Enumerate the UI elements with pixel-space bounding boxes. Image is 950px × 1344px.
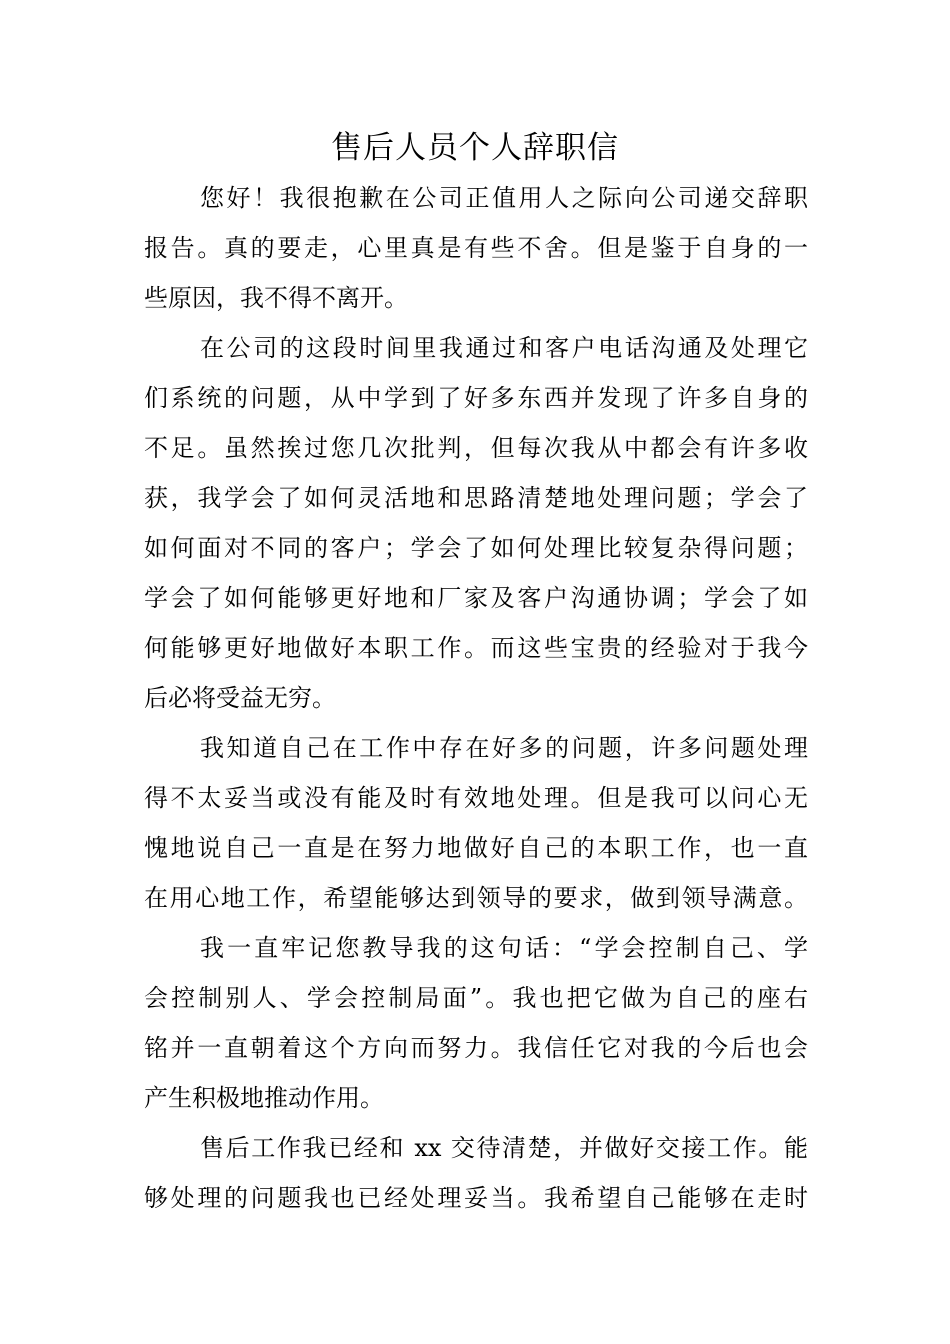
text-line: 够处理的问题我也已经处理妥当。我希望自己能够在走时 [144,1184,808,1212]
text-line: 后必将受益无穷。 [144,684,336,712]
text-line: 愧地说自己一直是在努力地做好自己的本职工作，也一直 [144,834,808,862]
text-line: 在用心地工作，希望能够达到领导的要求，做到领导满意。 [144,884,808,912]
text-line: 报告。真的要走，心里真是有些不舍。但是鉴于自身的一 [144,234,808,262]
document-title: 售后人员个人辞职信 [331,130,619,166]
text-line: 产生积极地推动作用。 [144,1084,384,1112]
text-line: 不足。虽然挨过您几次批判，但每次我从中都会有许多收 [144,434,808,462]
text-line: 我知道自己在工作中存在好多的问题，许多问题处理 [200,734,808,762]
text-line: 我一直牢记您教导我的这句话：“学会控制自己、学 [200,934,808,962]
text-line: 何能够更好地做好本职工作。而这些宝贵的经验对于我今 [144,634,808,662]
text-line: 售后工作我已经和 xx 交待清楚，并做好交接工作。能 [200,1134,808,1162]
text-line: 获，我学会了如何灵活地和思路清楚地处理问题；学会了 [144,484,808,512]
text-line: 会控制别人、学会控制局面”。我也把它做为自己的座右 [144,984,808,1012]
text-line: 您好！我很抱歉在公司正值用人之际向公司递交辞职 [200,184,808,212]
text-line: 们系统的问题，从中学到了好多东西并发现了许多自身的 [144,384,808,412]
text-line: 些原因，我不得不离开。 [144,284,408,312]
text-line: 如何面对不同的客户；学会了如何处理比较复杂得问题； [144,534,808,562]
text-line: 学会了如何能够更好地和厂家及客户沟通协调；学会了如 [144,584,808,612]
letter-body [144,173,808,1223]
text-line: 得不太妥当或没有能及时有效地处理。但是我可以问心无 [144,784,808,812]
text-line: 在公司的这段时间里我通过和客户电话沟通及处理它 [200,334,808,362]
text-line: 铭并一直朝着这个方向而努力。我信任它对我的今后也会 [144,1034,808,1062]
